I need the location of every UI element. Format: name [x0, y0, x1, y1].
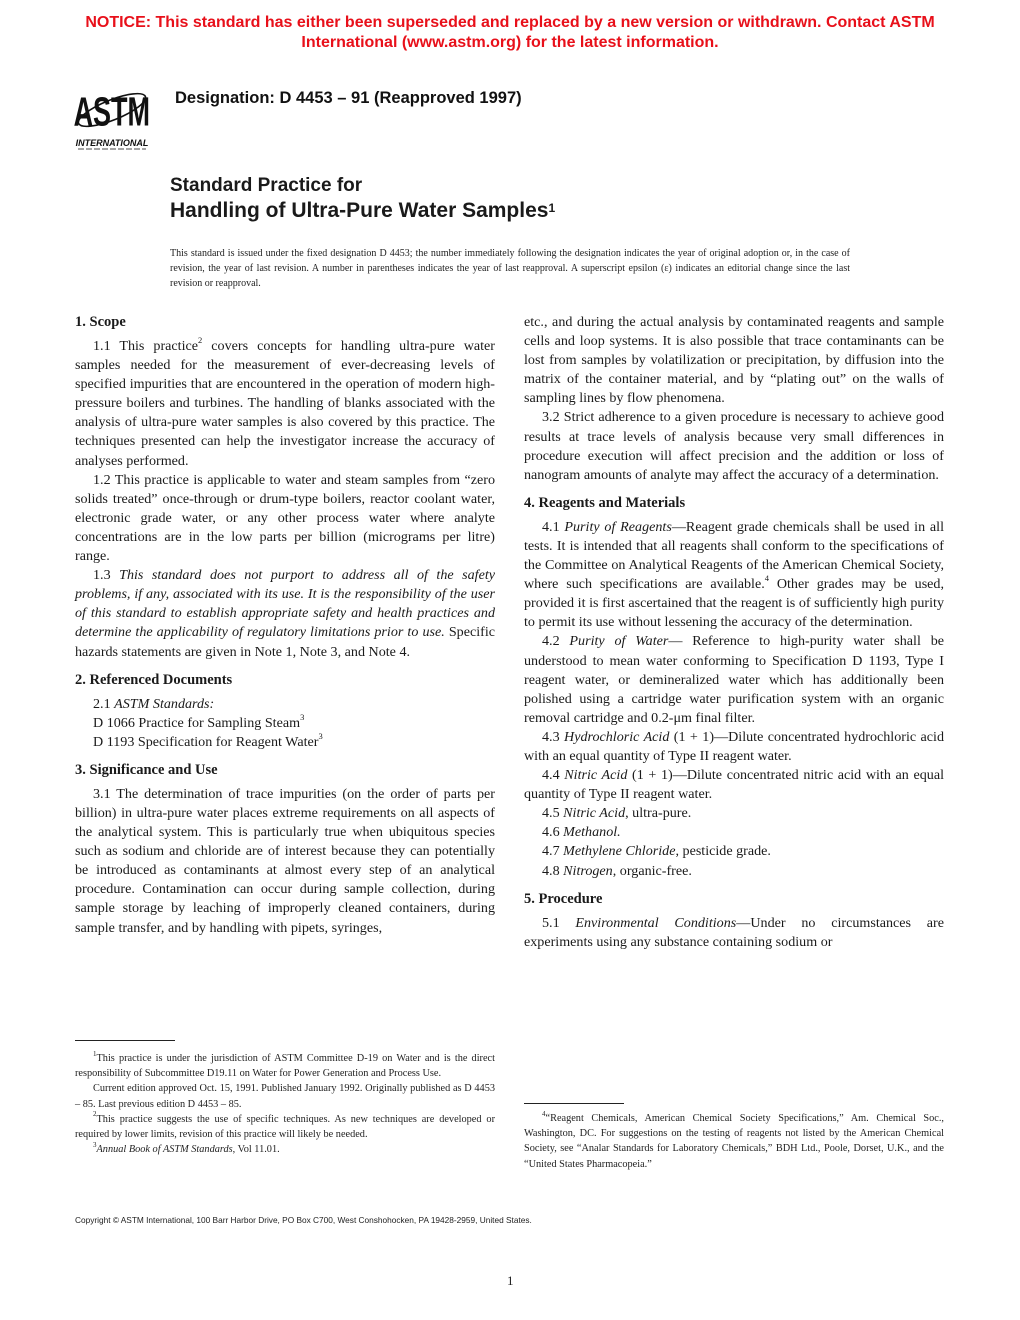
- para-text: (1 + 1)—Dilute concentrated nitric acid with an equal quantity of Type II reagent water.: [524, 767, 945, 803]
- notice-line-1: NOTICE: This standard has either been superseded and replaced by a new version or withdrawn. Contact ASTM: [85, 14, 935, 31]
- footnote-text: “Reagent Chemicals, American Chemical Society Specifications,” Am. Chemical Soc., Washington, DC. For suggestions on the testing of reagents not listed by the American Chemical Society, see “Analar Standards for Laboratory Chemicals,” BDH Ltd., Poole, Dorset, U.K., and the “United States Pharmacopeia.”: [524, 1113, 944, 1170]
- para-4-7: [524, 842, 944, 861]
- para-italic: Methylene Chloride: [563, 843, 676, 860]
- section-5-heading: 5. Procedure: [524, 890, 603, 907]
- para-italic: Nitric Acid: [564, 767, 628, 784]
- para-text: —Under no circumstances are experiments using any substance containing sodium or: [524, 914, 944, 950]
- footnote-2: [75, 1112, 495, 1142]
- para-italic: Hydrochloric Acid: [564, 728, 670, 745]
- title-text: Handling of Ultra-Pure Water Samples: [170, 199, 549, 222]
- para-text: Other grades may be used, provided it is first ascertained that the reagent is of sufficiently high purity to permit its use without lessening the accuracy of the determination.: [524, 576, 945, 631]
- para-3-2: 3.2 Strict adherence to a given procedure is necessary to achieve good results at trace levels of analysis because very small differences in procedure execution will affect precision and the addition or loss of nanogram amounts of analyte may affect the accuracy of a determination.: [524, 409, 944, 483]
- para-text: covers concepts for handling ultra-pure water samples needed for the measurement of ever-decreasing levels of specified impurities that are encountered in the operation of modern high-pressure boilers and turbines. The handling of blanks associated with the analysis of ultra-pure water samples is also covered by this practice. The techniques presented can help the investigator increase the accuracy of analyses performed.: [75, 338, 495, 469]
- para-number: 4.7: [542, 843, 564, 860]
- para-number: 4.4: [542, 767, 565, 784]
- para-number: 4.6: [542, 824, 564, 841]
- logo-text: ASTM: [74, 89, 151, 135]
- footnote-3: [75, 1142, 495, 1157]
- logo-subtext: INTERNATIONAL: [75, 138, 149, 148]
- reference-text: D 1193 Specification for Reagent Water: [93, 733, 319, 750]
- right-column: [524, 313, 944, 952]
- reference-item[interactable]: [75, 714, 495, 733]
- footnote-marker: 4: [542, 1109, 546, 1118]
- para-italic: Nitrogen: [563, 862, 613, 879]
- para-4-4: [524, 766, 944, 804]
- issuance-statement: This standard is issued under the fixed designation D 4453; the number immediately following the designation indicates the year of original adoption or, in the case of revision, the year of last revision. A number in parentheses indicates the year of last reapproval. A superscript epsilon (ε) indicates an editorial change since the last revision or reapproval.: [170, 248, 850, 289]
- section-3-heading: 3. Significance and Use: [75, 761, 218, 778]
- reference-item[interactable]: [75, 733, 495, 752]
- para-text: (1 + 1)—Dilute concentrated hydrochloric acid with an equal quantity of Type II reagent water.: [524, 728, 944, 764]
- footnote-4: [524, 1111, 944, 1172]
- para-italic: Purity of Water: [569, 633, 669, 650]
- para-number: 4.3: [542, 728, 565, 745]
- para-number: 4.1: [542, 518, 565, 535]
- section-1-heading: 1. Scope: [75, 314, 126, 330]
- copyright-notice: Copyright © ASTM International, 100 Barr Harbor Drive, PO Box C700, West Conshohocken, PA 19428-2959, United States.: [75, 1215, 532, 1225]
- footnote-text: This practice is under the jurisdiction of ASTM Committee D-19 on Water and is the direct responsibility of Subcommittee D19.11 on Water for Power Generation and Process Use.: [75, 1053, 495, 1080]
- title-line-2: [170, 197, 555, 224]
- para-text: — Reference to high-purity water shall be understood to mean water conforming to Specification D 1193, Type I reagent water, or demineralized water which has additionally been polished using a cartridge water purification system with an organic removal cartridge and 0.2-μm final filter.: [524, 633, 944, 726]
- reference-text: D 1066 Practice for Sampling Steam: [93, 714, 301, 731]
- para-number: 4.5: [542, 805, 564, 822]
- footnote-marker: 1: [93, 1049, 97, 1058]
- designation: Designation: D 4453 – 91 (Reapproved 1997): [175, 89, 522, 107]
- para-4-5: [524, 804, 944, 823]
- footnote-text: This practice suggests the use of specific techniques. As new techniques are developed or required by lower limits, revision of this practice will likely be needed.: [75, 1113, 495, 1141]
- para-italic: Environmental Conditions: [575, 914, 737, 931]
- para-1-1: [75, 337, 495, 471]
- para-text: , ultra-pure.: [625, 805, 692, 822]
- section-2-heading: 2. Referenced Documents: [75, 671, 233, 688]
- para-2-1: [75, 695, 495, 714]
- footnote-ref-3[interactable]: 3: [318, 731, 323, 742]
- para-1-2: 1.2 This practice is applicable to water and steam samples from “zero solids treated” once-through or drum-type boilers, reactor coolant water, electronic grade water, or any other process water where analyte concentrations are in the low parts per billion (micrograms per litre) range.: [75, 471, 495, 565]
- para-text: —Reagent grade chemicals shall be used in all tests. It is intended that all reagents shall conform to the specifications of the Committee on Analytical Reagents of the American Chemical Society, where such specifications are available.: [524, 518, 945, 593]
- para-4-6: [524, 823, 944, 842]
- para-4-3: [524, 728, 944, 766]
- footnote-text: Current edition approved Oct. 15, 1991. Published January 1992. Originally published as D 4453 – 85. Last previous edition D 4453 – 85.: [75, 1083, 495, 1110]
- para-text: , pesticide grade.: [675, 843, 771, 860]
- para-text: Specific hazards statements are given in Note 1, Note 3, and Note 4.: [75, 624, 495, 660]
- footnote-ref-4[interactable]: 4: [764, 573, 769, 584]
- para-text: , organic-free.: [612, 862, 692, 879]
- para-1-3: [75, 566, 495, 661]
- title-line-1: Standard Practice for: [170, 175, 363, 196]
- footnote-divider: [524, 1103, 624, 1104]
- para-5-1: [524, 914, 944, 952]
- withdrawal-notice: [0, 13, 1020, 53]
- footnote-1-edition: [75, 1081, 495, 1111]
- para-3-1: 3.1 The determination of trace impurities (on the order of parts per billion) in ultra-pure water places extreme requirements on all aspects of the analytical system. This is particularly true when ubiquitous species such as sodium and chloride are of interest because they can potentially be introduced as contaminants at almost every step of an analytical procedure. Contamination can occur during sample collection, during sample storage by leaching of improperly cleaned containers, during sample transfer, and by handling with pipets, syringes,: [75, 785, 495, 936]
- footnotes-right: [524, 1111, 944, 1172]
- para-3-1-continued: etc., and during the actual analysis by contaminated reagents and sample cells and loop systems. It is also possible that trace contaminants can be lost from samples by volatilization or precipitation, by diffusion into the matrix of the container material, and by “plating out” on the walls of sampling lines by flow phenomena.: [524, 314, 944, 407]
- footnote-text: , Vol 11.01.: [232, 1144, 280, 1156]
- title-footnote-ref: 1: [548, 201, 556, 215]
- footnote-divider: [75, 1040, 175, 1041]
- notice-line-2: International (www.astm.org) for the latest information.: [301, 34, 719, 51]
- footnotes-left: [75, 1051, 495, 1157]
- footnote-marker: 3: [93, 1140, 97, 1149]
- section-4-heading: 4. Reagents and Materials: [524, 494, 686, 511]
- para-4-1: [524, 518, 944, 633]
- document-title: [170, 175, 555, 224]
- para-italic: Purity of Reagents: [564, 518, 672, 535]
- footnote-1: [75, 1051, 495, 1081]
- para-number: 4.2: [542, 633, 570, 650]
- footnote-italic: Annual Book of ASTM Standards: [96, 1144, 233, 1156]
- para-number: 1.3: [93, 567, 120, 584]
- para-italic: ASTM Standards:: [114, 695, 215, 712]
- para-text: 1.1 This practice: [93, 338, 199, 354]
- para-number: 2.1: [93, 695, 115, 712]
- para-4-2: [524, 632, 944, 727]
- page-number: 1: [507, 1273, 514, 1288]
- left-column: [75, 313, 495, 938]
- para-italic: Methanol.: [563, 824, 621, 841]
- footnote-ref-2[interactable]: 2: [198, 335, 203, 346]
- para-number: 5.1: [542, 914, 576, 931]
- footnote-ref-3[interactable]: 3: [300, 712, 305, 722]
- astm-logo-icon: [74, 74, 164, 150]
- safety-caveat: This standard does not purport to address all of the safety problems, if any, associated with its use. It is the responsibility of the user of this standard to establish appropriate safety and health practices and determine the applicability of regulatory limitations prior to use.: [75, 567, 495, 641]
- para-italic: Nitric Acid: [563, 805, 626, 822]
- footnote-marker: 2: [93, 1110, 97, 1119]
- para-number: 4.8: [542, 862, 564, 879]
- para-4-8: [524, 862, 944, 881]
